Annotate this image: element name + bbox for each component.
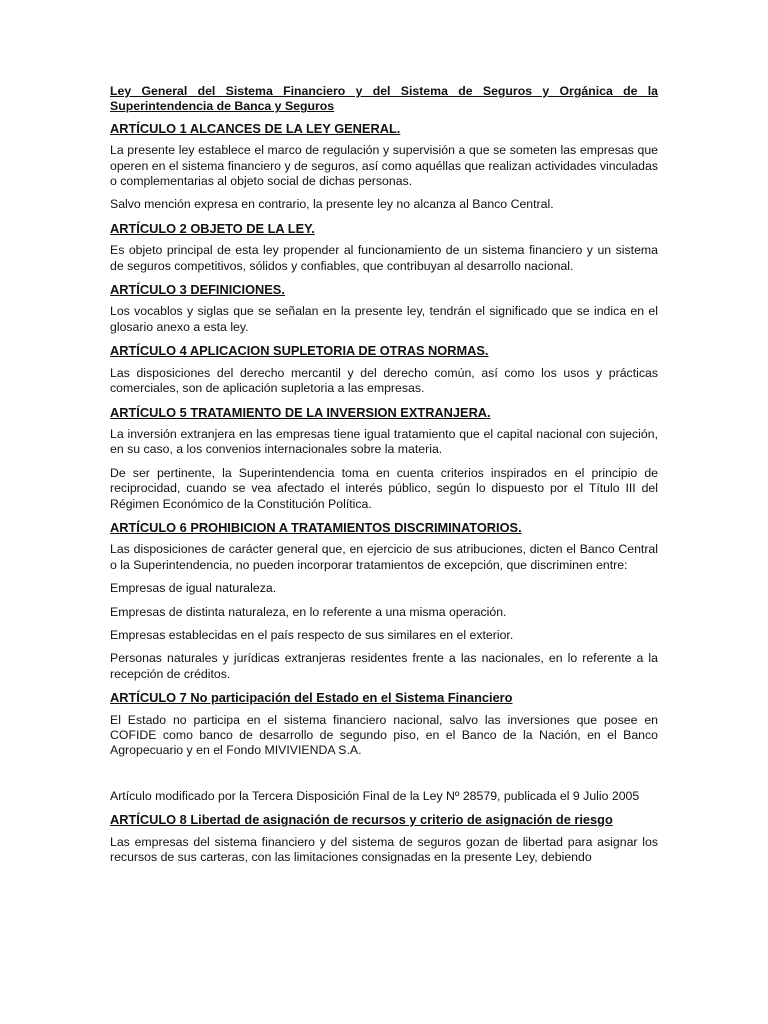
article-7-paragraph-1: El Estado no participa en el sistema financiero nacional, salvo las inversiones que posee en COFIDE como banco de desarrollo de segundo piso, en el Banco de la Nación, en el Banco Agropecuario y en el Fondo MIVIVIENDA S.A. bbox=[110, 712, 658, 758]
article-6-paragraph-3: Empresas de distinta naturaleza, en lo referente a una misma operación. bbox=[110, 604, 507, 619]
article-6-paragraph-5: Personas naturales y jurídicas extranjeras residentes frente a las nacionales, en lo referente a la recepción de créditos. bbox=[110, 651, 658, 681]
article-5-paragraph-1: La inversión extranjera en las empresas tiene igual tratamiento que el capital nacional con sujeción, en su caso, a los convenios internacionales sobre la materia. bbox=[110, 426, 658, 457]
article-6-paragraph-1: Las disposiciones de carácter general que, en ejercicio de sus atribuciones, dicten el Banco Central o la Superintendencia, no pueden incorporar tratamientos de excepción, que discriminen entre: bbox=[110, 542, 658, 572]
document-title: Ley General del Sistema Financiero y del Sistema de Seguros y Orgánica de la Superintendencia de Banca y Seguros bbox=[110, 84, 658, 114]
article-5-paragraph-2: De ser pertinente, la Superintendencia toma en cuenta criterios inspirados en el principio de reciprocidad, cuando se vea afectado el interés público, según lo dispuesto por el Título III del Régimen Económico de la Constitución Política. bbox=[110, 465, 658, 511]
article-4-heading: ARTÍCULO 4 APLICACION SUPLETORIA DE OTRAS NORMAS. bbox=[110, 343, 489, 359]
article-1-paragraph-1: La presente ley establece el marco de regulación y supervisión a que se someten las empresas que operen en el sistema financiero y de seguros, así como aquéllas que realizan actividades vinculadas o complementarias al objeto social de dichas personas. bbox=[110, 143, 658, 189]
article-2-heading: ARTÍCULO 2 OBJETO DE LA LEY. bbox=[110, 220, 315, 236]
document-page bbox=[110, 84, 658, 873]
article-1-heading: ARTÍCULO 1 ALCANCES DE LA LEY GENERAL. bbox=[110, 120, 401, 136]
article-7-heading: ARTÍCULO 7 No participación del Estado en el Sistema Financiero bbox=[110, 690, 513, 706]
article-5-heading: ARTÍCULO 5 TRATAMIENTO DE LA INVERSION EXTRANJERA. bbox=[110, 404, 491, 420]
article-6-paragraph-2: Empresas de igual naturaleza. bbox=[110, 581, 277, 596]
article-7-modification-note: Artículo modificado por la Tercera Disposición Final de la Ley Nº 28579, publicada el 9 Julio 2005 bbox=[110, 788, 640, 803]
article-1-paragraph-2: Salvo mención expresa en contrario, la presente ley no alcanza al Banco Central. bbox=[110, 197, 554, 212]
article-8-heading: ARTÍCULO 8 Libertad de asignación de recursos y criterio de asignación de riesgo bbox=[110, 812, 613, 828]
blank-line bbox=[110, 767, 658, 789]
article-2-paragraph-1: Es objeto principal de esta ley propender al funcionamiento de un sistema financiero y un sistema de seguros competitivos, sólidos y confiables, que contribuyan al desarrollo nacional. bbox=[110, 243, 658, 273]
article-6-heading: ARTÍCULO 6 PROHIBICION A TRATAMIENTOS DISCRIMINATORIOS. bbox=[110, 519, 522, 535]
article-4-paragraph-1: Las disposiciones del derecho mercantil y del derecho común, así como los usos y prácticas comerciales, son de aplicación supletoria a las empresas. bbox=[110, 365, 658, 396]
article-3-heading: ARTÍCULO 3 DEFINICIONES. bbox=[110, 282, 285, 298]
article-8-paragraph-1: Las empresas del sistema financiero y del sistema de seguros gozan de libertad para asignar los recursos de sus carteras, con las limitaciones consignadas en la presente Ley, debiendo bbox=[110, 834, 658, 865]
article-3-paragraph-1: Los vocablos y siglas que se señalan en la presente ley, tendrán el significado que se indica en el glosario anexo a esta ley. bbox=[110, 304, 658, 334]
article-6-paragraph-4: Empresas establecidas en el país respecto de sus similares en el exterior. bbox=[110, 627, 514, 642]
